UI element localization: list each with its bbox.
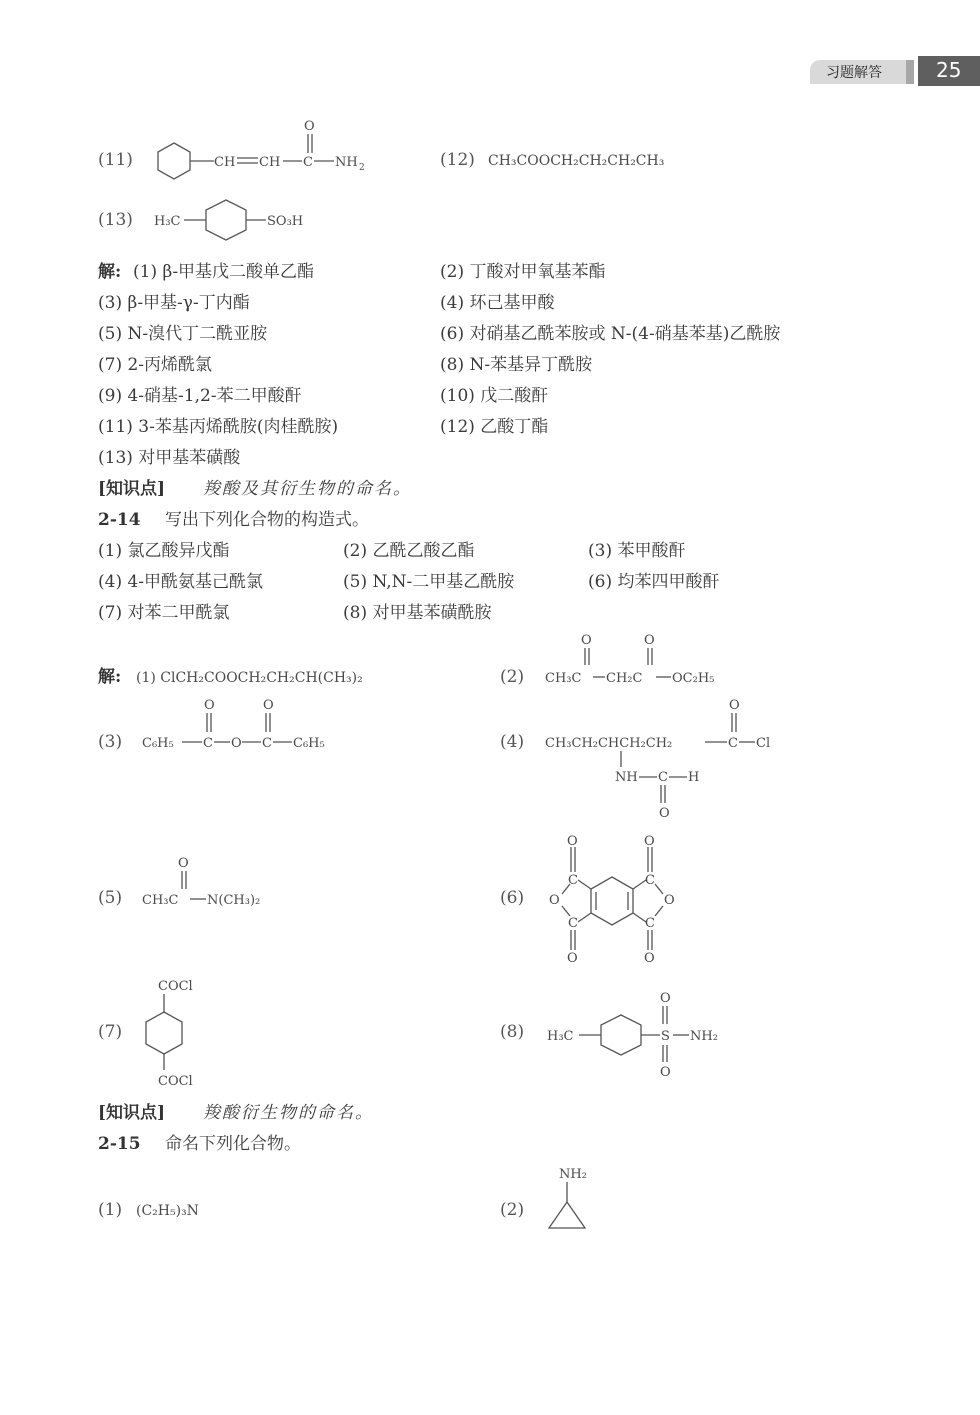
header-tab-accent — [906, 60, 914, 84]
q15-1-formula: (C₂H₅)₃N — [136, 1203, 199, 1219]
benzene-ring-icon — [601, 1015, 641, 1055]
q11-nh: NH — [335, 155, 358, 170]
a14-3-o-bridge: O — [231, 736, 242, 751]
ans-line-11: (11) 3-苯基丙烯酰胺(肉桂酰胺) — [98, 417, 339, 437]
a14-1: (1) ClCH₂COOCH₂CH₂CH(CH₃)₂ — [136, 670, 363, 686]
q13-structure — [152, 195, 332, 245]
q13-h3c: H₃C — [154, 214, 181, 229]
knowledge-point-text-2: 羧酸衍生物的命名。 — [203, 1103, 374, 1123]
a14-2-o2: O — [644, 633, 655, 648]
q14-item-6: (6) 均苯四甲酸酐 — [588, 572, 720, 592]
a14-2-number: (2) — [500, 667, 525, 687]
q13-so3h: SO₃H — [267, 214, 304, 229]
a14-2-ch2c: CH₂C — [606, 671, 643, 686]
a14-6-structure — [540, 832, 690, 967]
a14-8-o1: O — [660, 991, 671, 1006]
a14-3-c2: C — [262, 736, 272, 751]
a14-2-oc2h5: OC₂H₅ — [672, 671, 715, 686]
a14-6-o4: O — [644, 951, 655, 966]
a14-3-o1: O — [204, 698, 215, 713]
knowledge-point-label: [知识点] — [98, 479, 166, 499]
q14-item-1: (1) 氯乙酸异戊酯 — [98, 541, 230, 561]
q14-item-4: (4) 4-甲酰氨基己酰氯 — [98, 572, 264, 592]
q12-number: (12) — [440, 150, 475, 170]
q11-sub2: 2 — [359, 163, 365, 173]
a14-6-o-left: O — [549, 893, 560, 908]
a14-4-o: O — [729, 698, 740, 713]
q15-2-nh2: NH₂ — [559, 1167, 587, 1182]
q11-c: C — [303, 155, 313, 170]
question-number-2: 2-15 — [98, 1134, 141, 1154]
a14-7-structure — [140, 972, 220, 1092]
benzene-ring-icon — [158, 143, 190, 179]
q12-formula: CH₃COOCH₂CH₂CH₂CH₃ — [488, 153, 665, 169]
a14-3-number: (3) — [98, 732, 123, 752]
a14-4-h: H — [688, 770, 700, 785]
ans-line-12: (12) 乙酸丁酯 — [440, 417, 549, 437]
answer-label-2: 解: — [98, 667, 122, 687]
benzene-ring-icon — [206, 200, 246, 240]
a14-6-o-right: O — [664, 893, 675, 908]
q14-item-7: (7) 对苯二甲酰氯 — [98, 603, 230, 623]
ans-line-3: (3) β-甲基-γ-丁内酯 — [98, 293, 250, 313]
q11-structure — [150, 115, 410, 190]
a14-4-structure — [545, 695, 785, 825]
benzene-ring-icon — [146, 1012, 182, 1054]
a14-8-number: (8) — [500, 1022, 525, 1042]
ans-line-10: (10) 戊二酸酐 — [440, 386, 549, 406]
a14-4-number: (4) — [500, 732, 525, 752]
a14-4-chain: CH₃CH₂CHCH₂CH₂ — [545, 736, 673, 751]
a14-2-structure — [545, 630, 745, 690]
a14-5-n: N(CH₃)₂ — [207, 893, 261, 908]
q14-item-5: (5) N,N-二甲基乙酰胺 — [343, 572, 515, 592]
benzene-ring-icon — [591, 877, 633, 925]
question-number: 2-14 — [98, 510, 141, 530]
a14-6-o2: O — [567, 951, 578, 966]
ans-line-13: (13) 对甲基苯磺酸 — [98, 448, 241, 468]
a14-5-o: O — [178, 856, 189, 871]
q11-number: (11) — [98, 150, 133, 170]
a14-5-structure — [142, 852, 292, 912]
a14-6-c3: C — [645, 873, 655, 888]
page-number: 25 — [936, 58, 962, 82]
q11-ch2: CH — [259, 155, 281, 170]
a14-3-structure — [142, 695, 352, 755]
a14-6-c4: C — [645, 916, 655, 931]
q11-ch1: CH — [214, 155, 236, 170]
a14-6-o3: O — [644, 834, 655, 849]
ans-line-2: (2) 丁酸对甲氧基苯酯 — [440, 262, 606, 282]
a14-3-c1: C — [203, 736, 213, 751]
a14-7-cocl-bottom: COCl — [158, 1074, 193, 1089]
ans-line-8: (8) N-苯基异丁酰胺 — [440, 355, 593, 375]
ans-line-1: (1) β-甲基戊二酸单乙酯 — [133, 262, 315, 282]
a14-3-c6h5a: C₆H₅ — [142, 736, 174, 751]
a14-6-o1: O — [567, 834, 578, 849]
q15-1-number: (1) — [98, 1200, 123, 1220]
a14-6-c2: C — [568, 916, 578, 931]
ans-line-9: (9) 4-硝基-1,2-苯二甲酸酐 — [98, 386, 302, 406]
ans-line-5: (5) N-溴代丁二酰亚胺 — [98, 324, 268, 344]
q13-number: (13) — [98, 210, 133, 230]
a14-8-o2: O — [660, 1065, 671, 1080]
a14-8-s: S — [661, 1029, 670, 1044]
question-title: 写出下列化合物的构造式。 — [165, 510, 369, 530]
a14-4-c2: C — [658, 770, 668, 785]
ans-line-7: (7) 2-丙烯酰氯 — [98, 355, 213, 375]
a14-4-nh: NH — [615, 770, 638, 785]
a14-5-ch3c: CH₃C — [142, 893, 179, 908]
a14-4-cl: Cl — [756, 736, 771, 751]
q11-o: O — [304, 119, 315, 134]
knowledge-point-text: 羧酸及其衍生物的命名。 — [203, 479, 412, 499]
a14-2-ch3c: CH₃C — [545, 671, 582, 686]
ans-line-6: (6) 对硝基乙酰苯胺或 N-(4-硝基苯基)乙酰胺 — [440, 324, 781, 344]
answer-label: 解: — [98, 262, 122, 282]
a14-3-o2: O — [263, 698, 274, 713]
cyclopropane-ring-icon — [549, 1202, 585, 1228]
a14-5-number: (5) — [98, 888, 123, 908]
section-title: 习题解答 — [826, 65, 882, 81]
a14-4-c: C — [728, 736, 738, 751]
a14-8-nh2: NH₂ — [690, 1029, 718, 1044]
question-title-2: 命名下列化合物。 — [165, 1134, 301, 1154]
a14-2-o1: O — [581, 633, 592, 648]
a14-6-number: (6) — [500, 888, 525, 908]
a14-6-c1: C — [568, 873, 578, 888]
ans-line-4: (4) 环己基甲酸 — [440, 293, 555, 313]
q14-item-8: (8) 对甲基苯磺酰胺 — [343, 603, 492, 623]
a14-4-o2: O — [659, 806, 670, 821]
q14-item-3: (3) 苯甲酸酐 — [588, 541, 686, 561]
q14-item-2: (2) 乙酰乙酸乙酯 — [343, 541, 475, 561]
a14-7-cocl-top: COCl — [158, 979, 193, 994]
q15-2-number: (2) — [500, 1200, 525, 1220]
q15-2-structure — [545, 1160, 605, 1235]
a14-3-c6h5b: C₆H₅ — [293, 736, 325, 751]
a14-7-number: (7) — [98, 1022, 123, 1042]
a14-8-h3c: H₃C — [547, 1029, 574, 1044]
a14-8-structure — [545, 988, 745, 1083]
knowledge-point-label-2: [知识点] — [98, 1103, 166, 1123]
